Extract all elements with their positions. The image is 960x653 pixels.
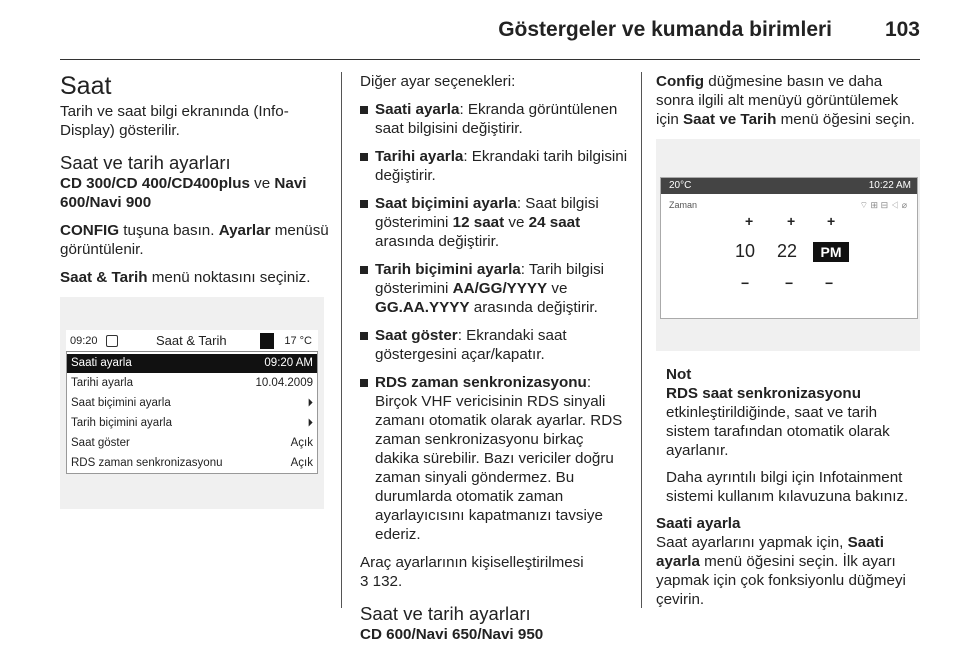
models-line: CD 300/CD 400/CD400plus ve Navi 600/Navi 900 — [60, 175, 307, 211]
page-number: 103 — [884, 18, 920, 41]
note-box — [656, 365, 922, 506]
status-icons: ⌔ ⊞ ⊟ ◁ ⌀ — [859, 200, 907, 210]
subheading: Saati ayarla — [656, 515, 741, 532]
options-intro: Diğer ayar seçenekleri: — [360, 73, 516, 90]
ampm-value: PM — [813, 242, 849, 262]
plus-icon: + — [827, 213, 836, 229]
arrow-right-icon: ⏵ — [307, 397, 313, 409]
minute-value: 22 — [777, 241, 798, 261]
menu-row: Saati ayarla 09:20 AM — [67, 354, 317, 373]
display-title: Zaman — [669, 200, 698, 210]
subsection-title: Saat ve tarih ayarları — [360, 603, 531, 624]
bullet-item: Saat göster: Ekrandaki saat göstergesini açar/kapatır. — [360, 326, 628, 364]
running-header-title: Göstergeler ve kumanda birimleri — [498, 18, 832, 41]
bullet-item: Tarihi ayarla: Ekrandaki tarih bilgisini değiştirir. — [360, 147, 628, 185]
clock-icon — [106, 335, 118, 347]
hour-value: 10 — [735, 241, 756, 261]
note-text: Daha ayrıntılı bilgi için Infotainment sistemi kullanım kılavuzuna bakınız. — [666, 469, 909, 505]
intro-paragraph: Tarih ve saat bilgi ekranında (Info-Display) gösterilir. — [60, 103, 289, 139]
column-3 — [656, 72, 922, 618]
minus-icon: − — [825, 275, 834, 291]
display-status-bar — [66, 330, 318, 352]
arrow-right-icon: ⏵ — [307, 417, 313, 429]
bullet-item: Saat biçimini ayarla: Saat bilgisi gösterimini 12 saat ve 24 saat arasında değiştirir. — [360, 194, 628, 251]
column-1 — [60, 72, 330, 509]
bullet-item: Saati ayarla: Ekranda görüntülenen saat bilgisini değiştirir. — [360, 100, 628, 138]
menu-row: Saat göster Açık — [71, 437, 313, 449]
subsection-title: Saat ve tarih ayarları — [60, 152, 231, 173]
models-line: CD 600/Navi 650/Navi 950 — [360, 626, 544, 643]
column-2 — [360, 72, 628, 653]
display-screenshot-saat-tarih — [60, 297, 324, 509]
bullet-item: Tarih biçimini ayarla: Tarih bilgisi gösterimini AA/GG/YYYY ve GG.AA.YYYY arasında değiştirir. — [360, 260, 628, 317]
column-divider — [341, 72, 342, 608]
menu-row: Saat biçimini ayarla ⏵ — [67, 394, 317, 413]
note-text: RDS saat senkronizasyonu etkinleştirildiğinde, saat ve tarih sistem tarafından otomatik olarak ayarlanır. — [666, 385, 890, 459]
minus-icon: − — [785, 275, 794, 291]
paragraph-menu: Saat & Tarih menü noktasını seçiniz. — [60, 269, 311, 286]
section-title: Saat — [60, 72, 112, 100]
header-rule — [60, 59, 920, 60]
paragraph-config: Config düğmesine basın ve daha sonra ilgili alt menüyü görüntülemek için Saat ve Tarih menü öğesini seçin. — [656, 73, 915, 128]
column-divider — [641, 72, 642, 608]
display-title: Saat & Tarih — [156, 333, 227, 348]
menu-row: Tarih biçimini ayarla ⏵ — [67, 414, 317, 433]
cross-reference: Araç ayarlarının kişiselleştirilmesi 3 132. — [360, 554, 584, 590]
note-title: Not — [666, 366, 692, 383]
plus-icon: + — [745, 213, 754, 229]
paragraph-config: CONFIG tuşuna basın. Ayarlar menüsü görüntülenir. — [60, 222, 329, 258]
bullet-item: RDS zaman senkronizasyonu: Birçok VHF vericisinin RDS sinyali zamanı otomatik olarak ayarlar. RDS zaman senkronizasyonu birkaç dakika sürebilir. Bazı vericiler doğru zaman sinyali göndermez. Bu durumlarda otomatik zaman ayarlayıcısını kapatmanızı tavsiye ederiz. — [360, 373, 628, 544]
minus-icon: − — [741, 275, 750, 291]
thermometer-icon — [260, 333, 274, 349]
menu-row: RDS zaman senkronizasyonu Açık — [71, 457, 313, 469]
display-screenshot-zaman — [656, 139, 920, 351]
display-time: 09:20 — [70, 335, 98, 347]
plus-icon: + — [787, 213, 796, 229]
display-panel — [660, 177, 918, 319]
paragraph-set-clock: Saat ayarlarını yapmak için, Saati ayarla menü öğesini seçin. İlk ayarı yapmak için çok fonksiyonlu düğmeyi çevirin. — [656, 534, 906, 608]
display-temperature: 17 °C — [284, 335, 312, 347]
menu-row: Tarihi ayarla 10.04.2009 — [71, 377, 313, 389]
display-status-bar: 20°C 10:22 AM — [661, 178, 917, 194]
